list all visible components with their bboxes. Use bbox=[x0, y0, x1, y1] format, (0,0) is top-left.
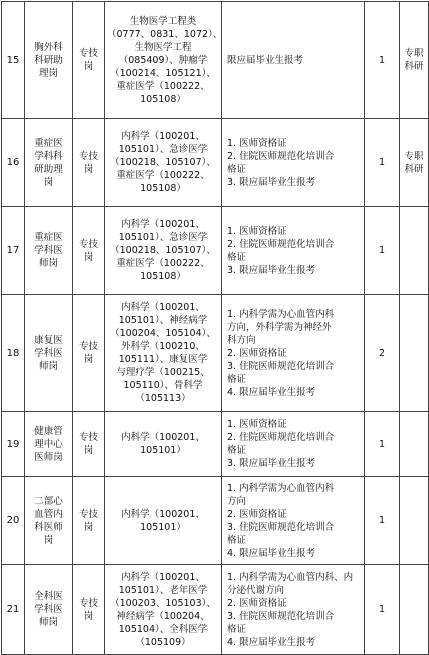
other-requirements-line: 2. 住院医师规范化培训合 bbox=[227, 150, 335, 162]
major-requirement-line: 内科学（100201、 bbox=[121, 131, 205, 142]
other-requirements-line: 格证 bbox=[227, 251, 247, 263]
position-type-line: 专技 bbox=[78, 597, 98, 609]
row-number: 15 bbox=[2, 2, 25, 119]
other-requirements-line: 科方向 bbox=[227, 334, 256, 346]
position-name-line: 二部心 bbox=[34, 495, 63, 507]
position-name bbox=[25, 2, 73, 119]
other-requirements-line: 格证 bbox=[227, 534, 247, 546]
table-row bbox=[2, 207, 429, 295]
row-number: 17 bbox=[2, 207, 25, 295]
position-type-line: 专技 bbox=[78, 48, 98, 59]
other-requirements bbox=[222, 207, 365, 295]
position-type-line: 岗 bbox=[83, 61, 94, 72]
position-name-line: 理中心 bbox=[34, 438, 63, 450]
remark bbox=[400, 295, 429, 412]
major-requirement-line: 105101） bbox=[140, 445, 186, 456]
major-requirement-line: 105108） bbox=[140, 271, 186, 282]
remark bbox=[400, 565, 429, 655]
other-requirements-line: 1. 医师资格证 bbox=[227, 137, 287, 149]
table-row bbox=[2, 2, 429, 119]
position-name bbox=[25, 295, 73, 412]
major-requirement-line: 生物医学工程 bbox=[134, 41, 192, 53]
remark bbox=[400, 477, 429, 565]
major-requirement-line: 105111）、康复医学 bbox=[118, 354, 208, 365]
remark-line: 科研 bbox=[404, 163, 424, 175]
major-requirement-line: 重症医学（100222、 bbox=[116, 80, 210, 92]
position-name-line: 理岗 bbox=[38, 67, 58, 79]
other-requirements-line: 1. 内科学需为心血管内科 bbox=[227, 482, 335, 494]
major-requirement-line: 105108） bbox=[140, 183, 186, 194]
row-number: 16 bbox=[2, 119, 25, 207]
table-row bbox=[2, 565, 429, 655]
major-requirement-line: 外科学（100210、 bbox=[121, 341, 205, 352]
hiring-count: 1 bbox=[365, 207, 400, 295]
major-requirement-line: 重症医学（100222、 bbox=[116, 258, 210, 269]
major-requirement-line: 内科学（100201、 bbox=[121, 508, 205, 520]
major-requirement-line: 105101） bbox=[140, 521, 186, 533]
position-name bbox=[25, 565, 73, 655]
position-type-line: 岗 bbox=[83, 521, 94, 533]
other-requirements bbox=[222, 295, 365, 412]
major-requirement-line: 内科学（100201、 bbox=[121, 302, 205, 313]
position-name-line: 学科科 bbox=[34, 150, 63, 162]
position-name-line: 岗 bbox=[43, 534, 54, 546]
other-requirements-line: 3. 限应届毕业生报考 bbox=[227, 458, 316, 469]
other-requirements bbox=[222, 119, 365, 207]
major-requirement-line: （100218、105107）、 bbox=[110, 245, 216, 256]
major-requirement-line: 105101）、老年医学 bbox=[118, 584, 208, 596]
major-requirement-line: 生物医学工程类 bbox=[129, 15, 197, 27]
major-requirement bbox=[105, 565, 222, 655]
other-requirements-line: 限应届毕业生报考 bbox=[227, 54, 304, 66]
other-requirements-line: 格证 bbox=[227, 373, 247, 385]
remark-line: 专职 bbox=[404, 48, 424, 59]
major-requirement-line: （100214、105121）、 bbox=[110, 67, 216, 79]
position-name-line: 全科医 bbox=[34, 591, 63, 602]
remark bbox=[400, 412, 429, 477]
major-requirement-line: 105101）、神经病学 bbox=[118, 315, 208, 326]
major-requirement-line: （105109） bbox=[135, 636, 191, 648]
position-type-line: 专技 bbox=[78, 238, 98, 250]
remark bbox=[400, 2, 429, 119]
other-requirements-line: 1. 内科学需为心血管内科、内分泌代谢方向 bbox=[227, 571, 354, 596]
hiring-count: 1 bbox=[365, 477, 400, 565]
table-row bbox=[2, 412, 429, 477]
position-type bbox=[73, 412, 105, 477]
position-type bbox=[73, 207, 105, 295]
remark bbox=[400, 207, 429, 295]
major-requirement-line: 105110）、骨科学 bbox=[123, 380, 203, 391]
hiring-count: 1 bbox=[365, 119, 400, 207]
other-requirements-line: 3. 限应届毕业生报考 bbox=[227, 176, 316, 188]
row-number: 21 bbox=[2, 565, 25, 655]
major-requirement bbox=[105, 412, 222, 477]
position-type-line: 岗 bbox=[83, 251, 94, 263]
major-requirement-line: （100203、105103）、 bbox=[110, 597, 216, 609]
other-requirements-line: 2. 住院医师规范化培训合 bbox=[227, 238, 335, 250]
hiring-count: 1 bbox=[365, 2, 400, 119]
position-name bbox=[25, 477, 73, 565]
position-type-line: 岗 bbox=[83, 445, 94, 456]
position-type-line: 专技 bbox=[78, 150, 98, 162]
position-name bbox=[25, 119, 73, 207]
position-type bbox=[73, 119, 105, 207]
other-requirements bbox=[222, 477, 365, 565]
major-requirement bbox=[105, 119, 222, 207]
position-name-line: 岗 bbox=[43, 176, 54, 188]
position-type bbox=[73, 295, 105, 412]
other-requirements bbox=[222, 565, 365, 655]
table-row bbox=[2, 119, 429, 207]
other-requirements-line: 格证 bbox=[227, 623, 247, 635]
major-requirement-line: （100204、105104）、 bbox=[110, 328, 216, 339]
remark-line: 科研 bbox=[404, 61, 424, 72]
other-requirements-line: 格证 bbox=[227, 163, 247, 175]
other-requirements-line: 3. 住院医师规范化培训合 bbox=[227, 521, 335, 533]
position-name bbox=[25, 412, 73, 477]
major-requirement-line: 内科学（100201、 bbox=[121, 432, 205, 443]
position-type bbox=[73, 565, 105, 655]
position-name-line: 康复医 bbox=[34, 334, 63, 346]
hiring-count: 2 bbox=[365, 295, 400, 412]
major-requirement-line: （105113） bbox=[135, 393, 191, 404]
table-row bbox=[2, 477, 429, 565]
other-requirements-line: 格证 bbox=[227, 445, 247, 456]
position-name bbox=[25, 207, 73, 295]
other-requirements-line: 3. 住院医师规范化培训合 bbox=[227, 360, 335, 372]
position-name-line: 胸外科 bbox=[34, 41, 63, 53]
other-requirements-line: 1. 医师资格证 bbox=[227, 419, 287, 430]
position-name-line: 重症医 bbox=[34, 137, 63, 149]
position-name-line: 健康管 bbox=[34, 425, 63, 437]
major-requirement-line: （085409）、肿瘤学 bbox=[118, 54, 208, 66]
major-requirement-line: 内科学（100201、 bbox=[121, 219, 205, 230]
position-name-line: 师岗 bbox=[38, 258, 58, 269]
major-requirement-line: 内科学（100201、 bbox=[121, 571, 205, 583]
position-name-line: 重症医 bbox=[34, 232, 63, 243]
major-requirement-line: 105101）、急诊医学 bbox=[118, 144, 208, 155]
remark bbox=[400, 119, 429, 207]
other-requirements-line: 2. 医师资格证 bbox=[227, 508, 287, 520]
major-requirement-line: 105101）、急诊医学 bbox=[118, 232, 208, 243]
major-requirement-line: 与理疗学（100215、 bbox=[116, 367, 210, 378]
other-requirements-line: 方向 bbox=[227, 495, 247, 507]
major-requirement-line: （0777、0831、1072）、 bbox=[107, 28, 223, 40]
major-requirement-line: （100218、105107）、 bbox=[110, 157, 216, 168]
major-requirement bbox=[105, 207, 222, 295]
major-requirement-line: 105104）、全科医学 bbox=[118, 623, 208, 635]
other-requirements bbox=[222, 412, 365, 477]
position-type-line: 岗 bbox=[83, 163, 94, 175]
position-name-line: 科医师 bbox=[34, 521, 63, 533]
position-name-line: 师岗 bbox=[38, 617, 58, 628]
other-requirements-line: 2. 医师资格证 bbox=[227, 597, 287, 609]
position-type-line: 岗 bbox=[83, 610, 94, 622]
position-name-line: 医师岗 bbox=[34, 451, 63, 463]
other-requirements bbox=[222, 2, 365, 119]
position-name-line: 学科医 bbox=[34, 347, 63, 359]
position-name-line: 师岗 bbox=[38, 360, 58, 372]
row-number: 20 bbox=[2, 477, 25, 565]
position-name-line: 学科医 bbox=[34, 245, 63, 256]
hiring-count: 1 bbox=[365, 565, 400, 655]
row-number: 19 bbox=[2, 412, 25, 477]
hiring-count: 1 bbox=[365, 412, 400, 477]
other-requirements-line: 方向，外科学需为神经外 bbox=[227, 321, 332, 333]
table-row bbox=[2, 295, 429, 412]
other-requirements-line: 4. 限应届毕业生报考 bbox=[227, 636, 316, 648]
position-type bbox=[73, 2, 105, 119]
position-type-line: 专技 bbox=[78, 508, 98, 520]
position-name-line: 血管内 bbox=[34, 508, 63, 520]
major-requirement-line: 105108） bbox=[140, 93, 186, 105]
position-type-line: 专技 bbox=[78, 432, 98, 443]
position-type-line: 专技 bbox=[78, 341, 98, 352]
major-requirement bbox=[105, 2, 222, 119]
other-requirements-line: 3. 住院医师规范化培训合 bbox=[227, 610, 335, 622]
other-requirements-line: 4. 限应届毕业生报考 bbox=[227, 547, 316, 559]
recruitment-table bbox=[1, 1, 429, 655]
other-requirements-line: 2. 住院医师规范化培训合 bbox=[227, 432, 335, 443]
major-requirement-line: 重症医学（100222、 bbox=[116, 170, 210, 181]
position-type bbox=[73, 477, 105, 565]
major-requirement bbox=[105, 477, 222, 565]
other-requirements-line: 1. 内科学需为心血管内科 bbox=[227, 308, 335, 320]
major-requirement bbox=[105, 295, 222, 412]
other-requirements-line: 4. 限应届毕业生报考 bbox=[227, 386, 316, 398]
position-name-line: 学科医 bbox=[34, 604, 63, 615]
remark-line: 专职 bbox=[404, 150, 424, 162]
row-number: 18 bbox=[2, 295, 25, 412]
major-requirement-line: 神经病学（100204、 bbox=[116, 610, 210, 622]
other-requirements-line: 2. 医师资格证 bbox=[227, 347, 287, 359]
other-requirements-line: 3. 限应届毕业生报考 bbox=[227, 264, 316, 276]
other-requirements-line: 1. 医师资格证 bbox=[227, 225, 287, 237]
position-name-line: 科研助 bbox=[34, 54, 63, 66]
position-type-line: 岗 bbox=[83, 354, 94, 365]
position-name-line: 研助理 bbox=[34, 163, 63, 175]
